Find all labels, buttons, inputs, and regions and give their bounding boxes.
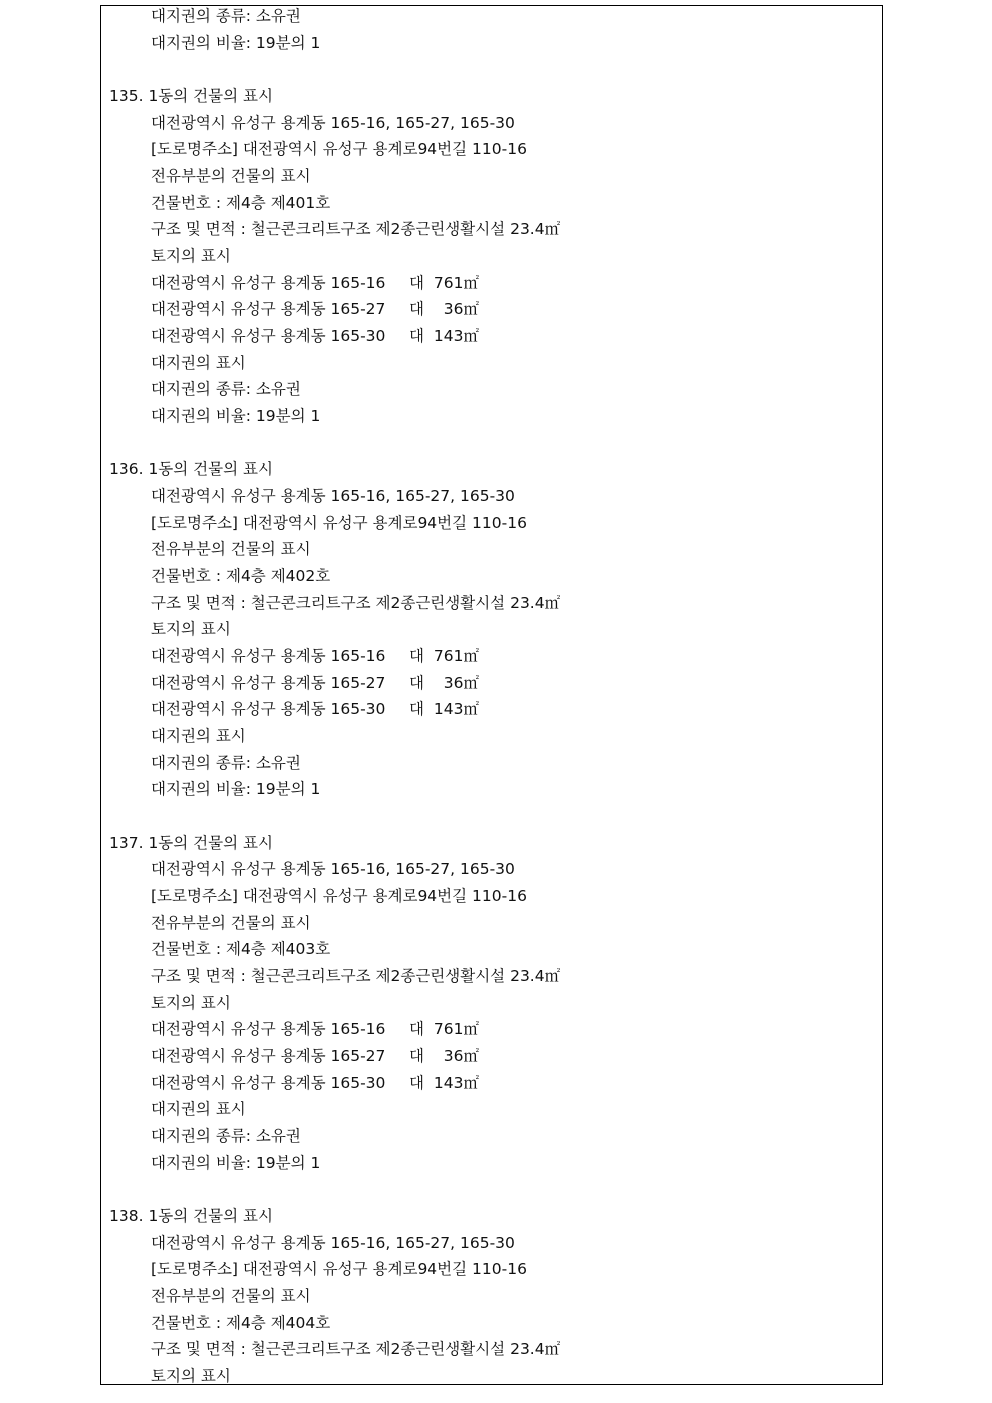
entry-heading: 136. 1동의 건물의 표시	[109, 460, 273, 478]
land-area: 143㎡	[433, 327, 479, 345]
structure-area: 구조 및 면적 : 철근콘크리트구조 제2종근린생활시설 23.4㎡	[151, 220, 561, 238]
lot-addresses: 대전광역시 유성구 용계동 165-16, 165-27, 165-30	[151, 1234, 515, 1252]
entry-heading: 137. 1동의 건물의 표시	[109, 834, 273, 852]
land-address: 대전광역시 유성구 용계동 165-30	[151, 1074, 386, 1092]
land-right-type: 대지권의 종류: 소유권	[151, 1127, 301, 1145]
structure-area: 구조 및 면적 : 철근콘크리트구조 제2종근린생활시설 23.4㎡	[151, 1340, 561, 1358]
land-area: 761㎡	[433, 1020, 479, 1038]
land-category: 대	[409, 674, 424, 692]
land-heading: 토지의 표시	[151, 247, 231, 265]
land-right-ratio: 대지권의 비율: 19분의 1	[151, 1154, 321, 1172]
entry-heading: 138. 1동의 건물의 표시	[109, 1207, 273, 1225]
unit-heading: 전유부분의 건물의 표시	[151, 167, 311, 185]
land-area: 36㎡	[443, 300, 479, 318]
entry-heading: 135. 1동의 건물의 표시	[109, 87, 273, 105]
unit-number: 건물번호 : 제4층 제404호	[151, 1314, 331, 1332]
unit-number: 건물번호 : 제4층 제402호	[151, 567, 331, 585]
land-area: 761㎡	[433, 647, 479, 665]
land-address: 대전광역시 유성구 용계동 165-30	[151, 327, 386, 345]
land-area: 761㎡	[433, 274, 479, 292]
land-category: 대	[409, 647, 424, 665]
unit-number: 건물번호 : 제4층 제401호	[151, 194, 331, 212]
document-frame	[100, 5, 883, 1385]
land-address: 대전광역시 유성구 용계동 165-27	[151, 1047, 386, 1065]
land-category: 대	[409, 274, 424, 292]
land-category: 대	[409, 1074, 424, 1092]
unit-number: 건물번호 : 제4층 제403호	[151, 940, 331, 958]
land-right-ratio: 대지권의 비율: 19분의 1	[151, 407, 321, 425]
land-address: 대전광역시 유성구 용계동 165-16	[151, 647, 386, 665]
land-category: 대	[409, 327, 424, 345]
land-heading: 토지의 표시	[151, 620, 231, 638]
structure-area: 구조 및 면적 : 철근콘크리트구조 제2종근린생활시설 23.4㎡	[151, 594, 561, 612]
structure-area: 구조 및 면적 : 철근콘크리트구조 제2종근린생활시설 23.4㎡	[151, 967, 561, 985]
land-area: 36㎡	[443, 674, 479, 692]
land-address: 대전광역시 유성구 용계동 165-27	[151, 300, 386, 318]
land-right-type: 대지권의 종류: 소유권	[151, 7, 301, 25]
land-category: 대	[409, 300, 424, 318]
unit-heading: 전유부분의 건물의 표시	[151, 914, 311, 932]
road-address: [도로명주소] 대전광역시 유성구 용계로94번길 110-16	[151, 887, 527, 905]
land-address: 대전광역시 유성구 용계동 165-30	[151, 700, 386, 718]
land-right-type: 대지권의 종류: 소유권	[151, 380, 301, 398]
land-right-ratio: 대지권의 비율: 19분의 1	[151, 34, 321, 52]
land-category: 대	[409, 1047, 424, 1065]
land-heading: 토지의 표시	[151, 994, 231, 1012]
land-right-ratio: 대지권의 비율: 19분의 1	[151, 780, 321, 798]
land-address: 대전광역시 유성구 용계동 165-16	[151, 274, 386, 292]
land-address: 대전광역시 유성구 용계동 165-27	[151, 674, 386, 692]
land-heading: 토지의 표시	[151, 1367, 231, 1385]
lot-addresses: 대전광역시 유성구 용계동 165-16, 165-27, 165-30	[151, 487, 515, 505]
road-address: [도로명주소] 대전광역시 유성구 용계로94번길 110-16	[151, 514, 527, 532]
land-right-heading: 대지권의 표시	[151, 727, 246, 745]
land-right-heading: 대지권의 표시	[151, 354, 246, 372]
lot-addresses: 대전광역시 유성구 용계동 165-16, 165-27, 165-30	[151, 114, 515, 132]
land-right-type: 대지권의 종류: 소유권	[151, 754, 301, 772]
land-area: 143㎡	[433, 700, 479, 718]
land-category: 대	[409, 1020, 424, 1038]
unit-heading: 전유부분의 건물의 표시	[151, 540, 311, 558]
land-area: 143㎡	[433, 1074, 479, 1092]
lot-addresses: 대전광역시 유성구 용계동 165-16, 165-27, 165-30	[151, 860, 515, 878]
unit-heading: 전유부분의 건물의 표시	[151, 1287, 311, 1305]
road-address: [도로명주소] 대전광역시 유성구 용계로94번길 110-16	[151, 140, 527, 158]
land-right-heading: 대지권의 표시	[151, 1100, 246, 1118]
land-area: 36㎡	[443, 1047, 479, 1065]
land-category: 대	[409, 700, 424, 718]
road-address: [도로명주소] 대전광역시 유성구 용계로94번길 110-16	[151, 1260, 527, 1278]
land-address: 대전광역시 유성구 용계동 165-16	[151, 1020, 386, 1038]
